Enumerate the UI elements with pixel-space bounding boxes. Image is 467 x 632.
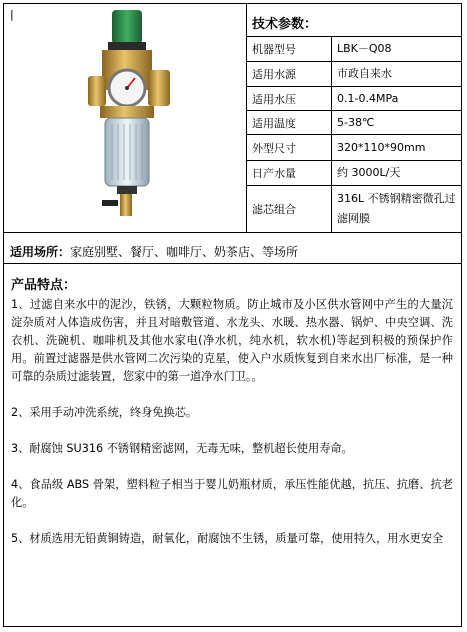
spec-key: 滤芯组合 xyxy=(247,186,332,232)
inlet-left xyxy=(88,76,106,106)
features-title: 产品特点： xyxy=(11,278,77,293)
applicable-places xyxy=(4,237,461,264)
spec-title: 技术参数： xyxy=(247,4,461,37)
spec-key: 适用温度 xyxy=(247,111,332,134)
top-section xyxy=(4,4,461,233)
spec-table xyxy=(247,4,461,232)
feature-item: 4、食品级 ABS 骨架，塑料粒子相当于婴儿奶瓶材质，承压性能优越，抗压、抗磨、抗老化。 xyxy=(11,478,453,509)
feature-item: 1、过滤自来水中的泥沙，铁锈，大颗粒物质。防止城市及小区供水管网中产生的大量沉淀杂质对人体造成伤害，并且对暗敷管道、水龙头、水暖、热水器、锅炉、中央空调、洗衣机、洗碗机、咖啡机及其他水家电(净水机，纯水机，软水机)等起到积极的预保护作用。前置过滤器是供水管网二次污染的克星，使入户水质恢复到自来水出厂标准，是一种可靠的杂质过滤装置，您家中的第一道净水门卫。。 xyxy=(11,298,453,383)
features-section xyxy=(4,264,461,566)
scene-text: 家庭别墅、餐厅、咖啡厅、奶茶店、等场所 xyxy=(70,245,299,259)
spec-value: 约 3000L/天 xyxy=(337,166,401,179)
outlet-right xyxy=(148,70,170,106)
green-cap xyxy=(112,10,142,44)
spec-row xyxy=(247,62,461,87)
scene-label: 适用场所： xyxy=(10,245,71,259)
spec-key: 适用水压 xyxy=(247,87,332,110)
product-sheet xyxy=(3,3,462,627)
spec-key: 机器型号 xyxy=(247,37,332,61)
spec-value: 320*110*90mm xyxy=(337,140,426,154)
feature-item: 2、采用手动冲洗系统，终身免换芯。 xyxy=(11,406,198,419)
spec-row xyxy=(247,111,461,135)
spec-value: 5-38℃ xyxy=(337,115,375,129)
clear-bowl xyxy=(105,118,149,186)
water-filter-illustration xyxy=(4,4,247,232)
spec-value: 市政自来水 xyxy=(337,67,392,80)
cursor-mark: | xyxy=(10,8,14,21)
product-photo-cell xyxy=(4,4,247,232)
spec-value: 0.1-0.4MPa xyxy=(337,91,399,105)
spec-key: 日产水量 xyxy=(247,161,332,185)
spec-row xyxy=(247,186,461,232)
drain-valve xyxy=(120,194,132,216)
spec-row xyxy=(247,37,461,62)
spec-row xyxy=(247,135,461,161)
spec-key: 适用水源 xyxy=(247,62,332,86)
feature-item: 3、耐腐蚀 SU316 不锈钢精密滤网，无毒无味，整机超长使用寿命。 xyxy=(11,442,353,455)
spec-value: LBK－Q08 xyxy=(337,42,392,55)
feature-item: 5、材质选用无铅黄铜铸造，耐氧化，耐腐蚀不生锈，质量可靠，使用特久，用水更安全 xyxy=(11,532,444,545)
spec-row xyxy=(247,161,461,186)
spec-value: 316L 不锈钢精密微孔过滤网膜 xyxy=(337,192,456,225)
spec-key: 外型尺寸 xyxy=(247,135,332,160)
spec-row xyxy=(247,87,461,111)
